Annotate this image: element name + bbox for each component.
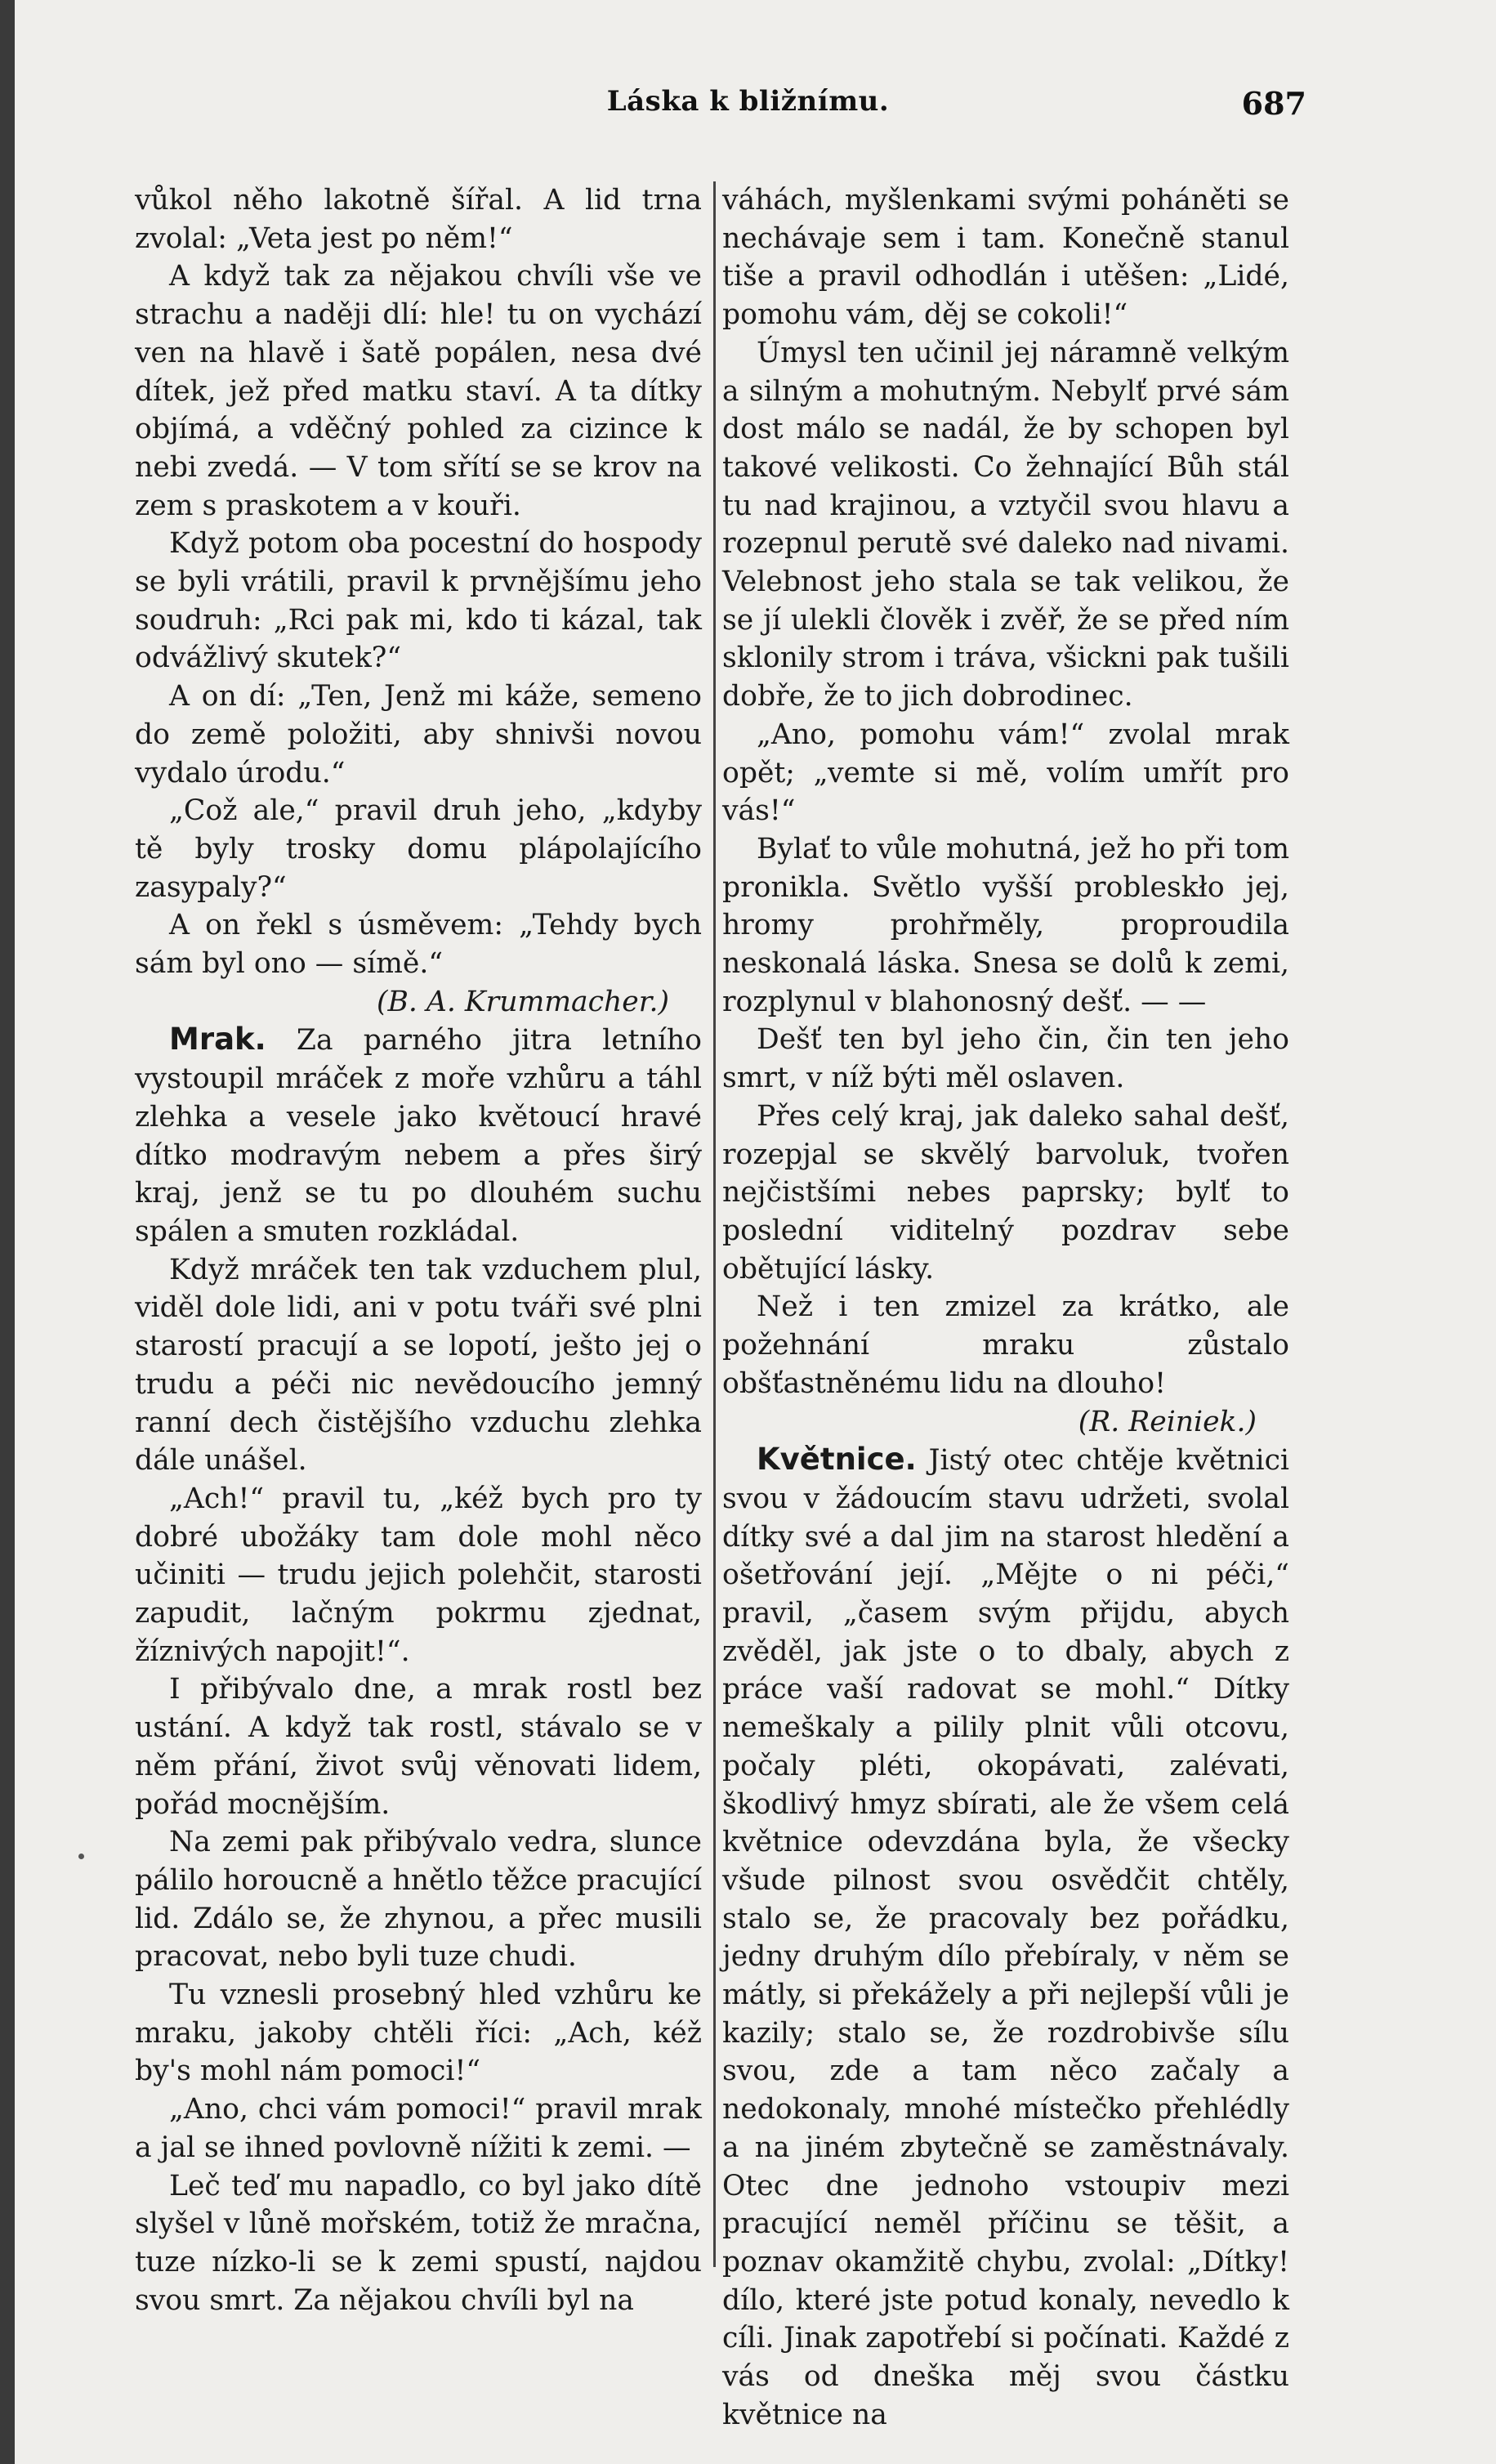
column-divider [713, 181, 716, 2267]
paragraph: A on řekl s úsměvem: „Tehdy bych sám byl ono — símě.“ [135, 909, 702, 981]
paragraph: Než i ten zmizel za krátko, ale požehnání mraku zůstalo obšťastněnému lidu na dlouho! [722, 1290, 1289, 1400]
paragraph: Když mráček ten tak vzduchem plul, viděl dole lidi, ani v potu tváři své plni starostí pracují a se lopotí, ješto jej o trudu a péči nic nevědoucího jemný ranní dech čistějšího vzduchu zlehka dále unášel. [135, 1253, 702, 1478]
paragraph: Dešť ten byl jeho čin, čin ten jeho smrt, v níž býti měl oslaven. [722, 1023, 1289, 1095]
section-heading: Mrak. [169, 1022, 266, 1058]
author-attribution [722, 1403, 1289, 1442]
paragraph: Leč teď mu napadlo, co byl jako dítě slyšel v lůně mořském, totiž že mračna, tuze nízko-li se k zemi spustí, najdou svou smrt. Za nějakou chvíli byl na [135, 2169, 702, 2317]
right-column [722, 181, 1289, 2434]
author-attribution [135, 983, 702, 1022]
attribution-text: (B. A. Krummacher.) [377, 985, 669, 1018]
section-heading: Květnice. [757, 1442, 917, 1478]
paragraph: Na zemi pak přibývalo vedra, slunce pálilo horoucně a hnětlo těžce pracující lid. Zdálo se, že zhynou, a přec musili pracovat, nebo byli tuze chudi. [135, 1826, 702, 1974]
section-paragraph [135, 1021, 702, 1250]
paragraph: „Ach!“ pravil tu, „kéž bych pro ty dobré ubožáky tam dole mohl něco učiniti — trudu jejich polehčit, starosti zapudit, lačným pokrmu zjednat, žíznivých napojit!“. [135, 1482, 702, 1668]
paragraph: Tu vznesli prosebný hled vzhůru ke mraku, jakoby chtěli říci: „Ach, kéž by's mohl nám pomoci!“ [135, 1979, 702, 2088]
paragraph: A on dí: „Ten, Jenž mi káže, semeno do země položiti, aby shnivši novou vydalo úrodu.“ [135, 680, 702, 789]
paragraph: Úmysl ten učinil jej náramně velkým a silným a mohutným. Nebylť prvé sám dost málo se nadál, že by schopen byl takové velikosti. Co žehnající Bůh stál tu nad krajinou, a vztyčil svou hlavu a rozepnul perutě své daleko nad nivami. Velebnost jeho stala se tak velikou, že se jí ulekli člověk i zvěř, že se před ním sklonily strom i tráva, všickni pak tušili dobře, že to jich dobrodinec. [722, 336, 1289, 713]
paragraph-text: Za parného jitra letního vystoupil mráček z moře vzhůru a táhl zlehka a vesele jako květoucí hravé dítko modravým nebem a přes širý kraj, jenž se tu po dlouhém suchu spálen a smuten rozkládal. [135, 1024, 702, 1248]
page-binding-edge [0, 0, 15, 2464]
paragraph: vůkol něho lakotně šířal. A lid trna zvolal: „Veta jest po něm!“ [135, 184, 702, 255]
paragraph: „Ano, chci vám pomoci!“ pravil mrak a jal se ihned povlovně nížiti k zemi. — [135, 2093, 702, 2164]
paragraph: Přes celý kraj, jak daleko sahal dešť, rozepjal se skvělý barvoluk, tvořen nejčistšími nebes paprsky; bylť to poslední viditelný pozdrav sebe obětující lásky. [722, 1099, 1289, 1286]
paragraph: Když potom oba pocestní do hospody se byli vrátili, pravil k prvnějšímu jeho soudruh: „Rci pak mi, kdo ti kázal, tak odvážlivý skutek?“ [135, 527, 702, 675]
left-column [135, 181, 702, 2319]
page-number: 687 [1241, 85, 1306, 122]
running-header: Láska k bližnímu. [606, 85, 890, 118]
paragraph: A když tak za nějakou chvíli vše ve strachu a naději dlí: hle! tu on vychází ven na hlavě i šatě popálen, nesa dvé dítek, jež před matku staví. A ta dítky objímá, a vděčný pohled za cizince k nebi zvedá. — V tom sřítí se se krov na zem s praskotem a v kouři. [135, 260, 702, 522]
paragraph: „Což ale,“ pravil druh jeho, „kdyby tě byly trosky domu plápolajícího zasypaly?“ [135, 794, 702, 904]
attribution-text: (R. Reiniek.) [1078, 1405, 1257, 1438]
paragraph: Bylať to vůle mohutná, jež ho při tom pronikla. Světlo vyšší probleskło jej, hromy prohřměly, proproudila neskonalá láska. Snesa se dolů k zemi, rozplynul v blahonosný dešť. — — [722, 832, 1289, 1018]
paragraph-text: Jistý otec chtěje květnici svou v žádoucím stavu udržeti, svolal dítky své a dal jim na starost hledění a ošetřování její. „Mějte o ni péči,“ pravil, „časem svým přijdu, abych zvěděl, jak jste o to dbaly, abych z práce vaší radovat se mohl.“ Dítky nemeškaly a pilily plnit vůli otcovu, počaly pléti, okopávati, zalévati, škodlivý hmyz sbírati, ale že všem celá květnice odevzdána byla, že všecky všude pilnost svou osvědčit chtěly, stalo se, že pracovaly bez pořádku, jedny druhým dílo přebíraly, v něm se mátly, si překážely a při nejlepší vůli je kazily; stalo se, že rozdrobivše sílu svou, zde a tam něco začaly a nedokonaly, mnohé místečko přehlédly a na jiném zbytečně se zaměstnávaly. Otec dne jednoho vstoupiv mezi pracující neměl příčinu se těšit, a poznav okamžitě chybu, zvolal: „Dítky! dílo, které jste potud konaly, nevedlo k cíli. Jinak zapotřebí si počínati. Každé z vás od dneška měj svou částku květnice na [722, 1444, 1289, 2431]
paragraph: „Ano, pomohu vám!“ zvolal mrak opět; „vemte si mě, volím umřít pro vás!“ [722, 718, 1289, 828]
paragraph: I přibývalo dne, a mrak rostl bez ustání. A když tak rostl, stávalo se v něm přání, život svůj věnovati lidem, pořád mocnějším. [135, 1673, 702, 1821]
paragraph: váhách, myšlenkami svými poháněti se nechávaje sem i tam. Konečně stanul tiše a pravil odhodlán i utěšen: „Lidé, pomohu vám, děj se cokoli!“ [722, 184, 1289, 332]
speck-mark [78, 1854, 84, 1859]
section-paragraph [722, 1441, 1289, 2434]
